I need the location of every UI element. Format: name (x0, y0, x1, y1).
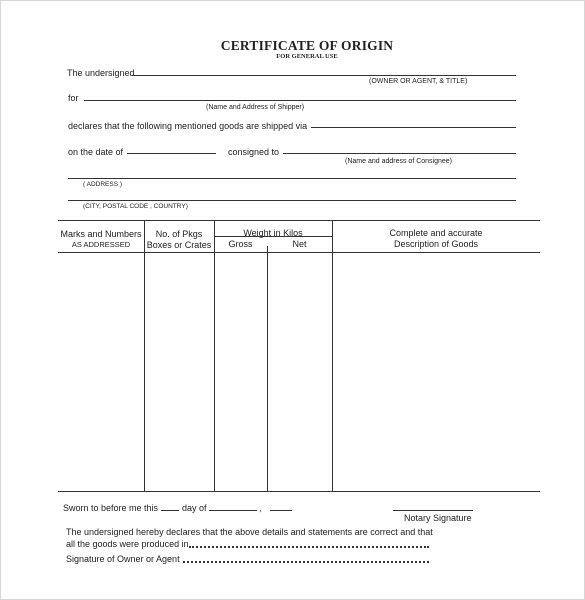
signature-label: Signature of Owner or Agent (66, 554, 180, 564)
col-net-header: Net (292, 239, 307, 249)
declaration-line2: all the goods were produced in (66, 539, 189, 549)
col-weight-header: Weight in Kilos (243, 228, 303, 238)
consignee-field[interactable] (283, 153, 516, 154)
shipper-caption: (Name and Address of Shipper) (206, 104, 305, 111)
document-subtitle: FOR GENERAL USE (276, 53, 338, 60)
col-desc-header (332, 228, 540, 250)
declaration-line1: The undersigned hereby declares that the above details and statements are correct and that (66, 527, 433, 537)
column-divider-4 (332, 220, 333, 491)
column-divider-1 (144, 220, 145, 491)
consigned-label: consigned to (228, 147, 280, 157)
address-caption: ( ADDRESS ) (83, 181, 123, 188)
table-header-border (58, 252, 540, 253)
owner-caption: (OWNER OR AGENT, & TITLE) (369, 78, 468, 85)
sworn-month-field[interactable] (209, 510, 257, 511)
sworn-label: Sworn to before me this (63, 503, 159, 513)
undersigned-field[interactable] (132, 75, 516, 76)
shipper-field[interactable] (84, 100, 516, 101)
date-comma: , (259, 503, 262, 513)
address-field[interactable] (68, 178, 516, 179)
col-marks-line1: Marks and Numbers (60, 229, 142, 239)
declares-label: declares that the following mentioned goods are shipped via (68, 121, 308, 131)
signature-field[interactable] (183, 561, 429, 563)
shipped-via-field[interactable] (311, 127, 516, 128)
column-divider-3 (267, 246, 268, 491)
sworn-year-field[interactable] (270, 510, 292, 511)
document-title: CERTIFICATE OF ORIGIN (220, 38, 394, 53)
city-caption: (CITY, POSTAL CODE , COUNTRY) (83, 203, 188, 210)
produced-in-field[interactable] (189, 546, 429, 548)
col-desc-line2: Description of Goods (393, 239, 479, 249)
date-label: on the date of (68, 147, 124, 157)
col-pkgs-header (144, 229, 214, 251)
date-field[interactable] (127, 153, 216, 154)
col-gross-header: Gross (228, 239, 253, 249)
col-pkgs-line1: No. of Pkgs (155, 229, 203, 239)
notary-signature-field[interactable] (393, 510, 473, 511)
sworn-day-field[interactable] (161, 510, 179, 511)
consignee-caption: (Name and address of Consignee) (345, 158, 453, 165)
col-desc-line1: Complete and accurate (389, 228, 483, 238)
col-marks-line2: AS ADDRESSED (71, 240, 131, 249)
notary-signature-label: Notary Signature (404, 513, 472, 523)
col-pkgs-line2: Boxes or Crates (146, 240, 212, 250)
day-of-label: day of (182, 503, 207, 513)
undersigned-label: The undersigned (67, 68, 135, 78)
table-bottom-border (58, 491, 540, 492)
table-top-border (58, 220, 540, 221)
for-label: for (68, 93, 79, 103)
column-divider-2 (214, 220, 215, 491)
city-field[interactable] (68, 200, 516, 201)
col-marks-header (58, 229, 144, 249)
